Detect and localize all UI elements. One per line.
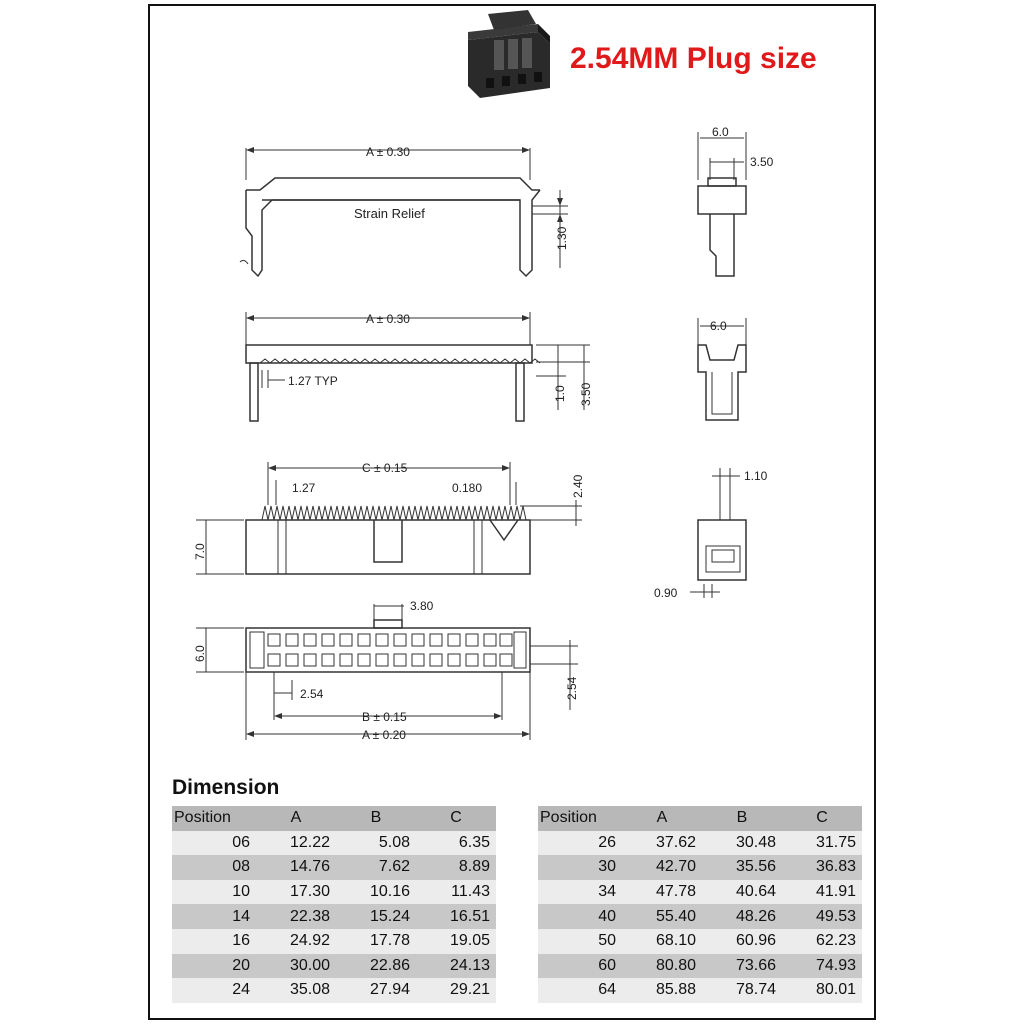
dim-3-80-label: 3.80 [410,599,434,613]
value-cell: 68.10 [622,929,702,954]
row-pitch-label: 2.54 [300,687,324,701]
position-cell: 50 [538,929,622,954]
value-cell: 24.13 [416,954,496,979]
dim-c-label: C ± 0.15 [362,461,408,475]
table-row [172,954,496,979]
value-cell: 55.40 [622,904,702,929]
header-b: B [702,806,782,831]
side-1-10-label: 1.10 [744,469,768,483]
header-c: C [416,806,496,831]
value-cell: 80.01 [782,978,862,1003]
value-cell: 37.62 [622,831,702,856]
value-cell: 48.26 [702,904,782,929]
position-cell: 34 [538,880,622,905]
position-cell: 10 [172,880,256,905]
table-row [538,954,862,979]
position-cell: 14 [172,904,256,929]
side-view-top [698,132,746,276]
value-cell: 78.74 [702,978,782,1003]
table-row [538,929,862,954]
table-row [538,880,862,905]
value-cell: 6.35 [416,831,496,856]
header-a: A [256,806,336,831]
table-header-row [172,806,496,831]
value-cell: 41.91 [782,880,862,905]
table-row [172,904,496,929]
value-cell: 15.24 [336,904,416,929]
dim-b-label: B ± 0.15 [362,710,407,724]
value-cell: 42.70 [622,855,702,880]
value-cell: 35.56 [702,855,782,880]
table-row [172,978,496,1003]
table-row [538,855,862,880]
table-row [538,904,862,929]
table-row [172,831,496,856]
value-cell: 80.80 [622,954,702,979]
value-cell: 22.38 [256,904,336,929]
table-row [172,855,496,880]
value-cell: 30.00 [256,954,336,979]
dim-2-54-right-label: 2.54 [565,676,579,700]
value-cell: 17.30 [256,880,336,905]
position-cell: 26 [538,831,622,856]
position-cell: 64 [538,978,622,1003]
contact-view [196,462,582,574]
header-b: B [336,806,416,831]
position-cell: 20 [172,954,256,979]
position-cell: 24 [172,978,256,1003]
value-cell: 27.94 [336,978,416,1003]
dimension-table-right [538,806,862,1003]
value-cell: 7.62 [336,855,416,880]
value-cell: 73.66 [702,954,782,979]
header-c: C [782,806,862,831]
table-row [538,978,862,1003]
value-cell: 12.22 [256,831,336,856]
value-cell: 60.96 [702,929,782,954]
value-cell: 14.76 [256,855,336,880]
position-cell: 16 [172,929,256,954]
value-cell: 8.89 [416,855,496,880]
contact-pitch-label: 1.27 [292,481,316,495]
value-cell: 16.51 [416,904,496,929]
value-cell: 5.08 [336,831,416,856]
position-cell: 40 [538,904,622,929]
side-3-50-label: 3.50 [750,155,774,169]
dim-a-bottom-label: A ± 0.20 [362,728,406,742]
side-view-middle [698,318,746,420]
dim-0-180-label: 0.180 [452,481,483,495]
value-cell: 47.78 [622,880,702,905]
dim-1-30-label: 1.30 [555,226,569,250]
value-cell: 40.64 [702,880,782,905]
strain-relief-label: Strain Relief [354,206,425,221]
value-cell: 30.48 [702,831,782,856]
profile-view [246,312,590,421]
value-cell: 62.23 [782,929,862,954]
value-cell: 11.43 [416,880,496,905]
dimension-heading: Dimension [172,776,280,799]
value-cell: 17.78 [336,929,416,954]
value-cell: 31.75 [782,831,862,856]
table-row [172,929,496,954]
position-cell: 06 [172,831,256,856]
plug-size-title: 2.54MM Plug size [570,42,817,75]
side-0-90-label: 0.90 [654,586,678,600]
dim-a-mid-label: A ± 0.30 [366,312,410,326]
dimension-table-left [172,806,496,1003]
dim-1-0-label: 1.0 [553,385,567,402]
value-cell: 49.53 [782,904,862,929]
position-cell: 30 [538,855,622,880]
side-view-bottom [690,468,746,598]
side-6-0-top-label: 6.0 [712,125,729,139]
value-cell: 24.92 [256,929,336,954]
dim-3-50-label: 3.50 [579,382,593,406]
dim-2-40-label: 2.40 [571,474,585,498]
value-cell: 85.88 [622,978,702,1003]
value-cell: 22.86 [336,954,416,979]
table-row [172,880,496,905]
position-cell: 60 [538,954,622,979]
header-a: A [622,806,702,831]
value-cell: 10.16 [336,880,416,905]
header-position: Position [538,806,622,831]
side-6-0-mid-label: 6.0 [710,319,727,333]
dim-6-0-bottom-label: 6.0 [193,645,207,662]
value-cell: 74.93 [782,954,862,979]
table-header-row [538,806,862,831]
dim-7-0-label: 7.0 [193,543,207,560]
value-cell: 35.08 [256,978,336,1003]
pitch-typ-label: 1.27 TYP [288,374,338,388]
dim-a-top-label: A ± 0.30 [366,145,410,159]
header-position: Position [172,806,256,831]
value-cell: 19.05 [416,929,496,954]
position-cell: 08 [172,855,256,880]
table-row [538,831,862,856]
value-cell: 29.21 [416,978,496,1003]
value-cell: 36.83 [782,855,862,880]
